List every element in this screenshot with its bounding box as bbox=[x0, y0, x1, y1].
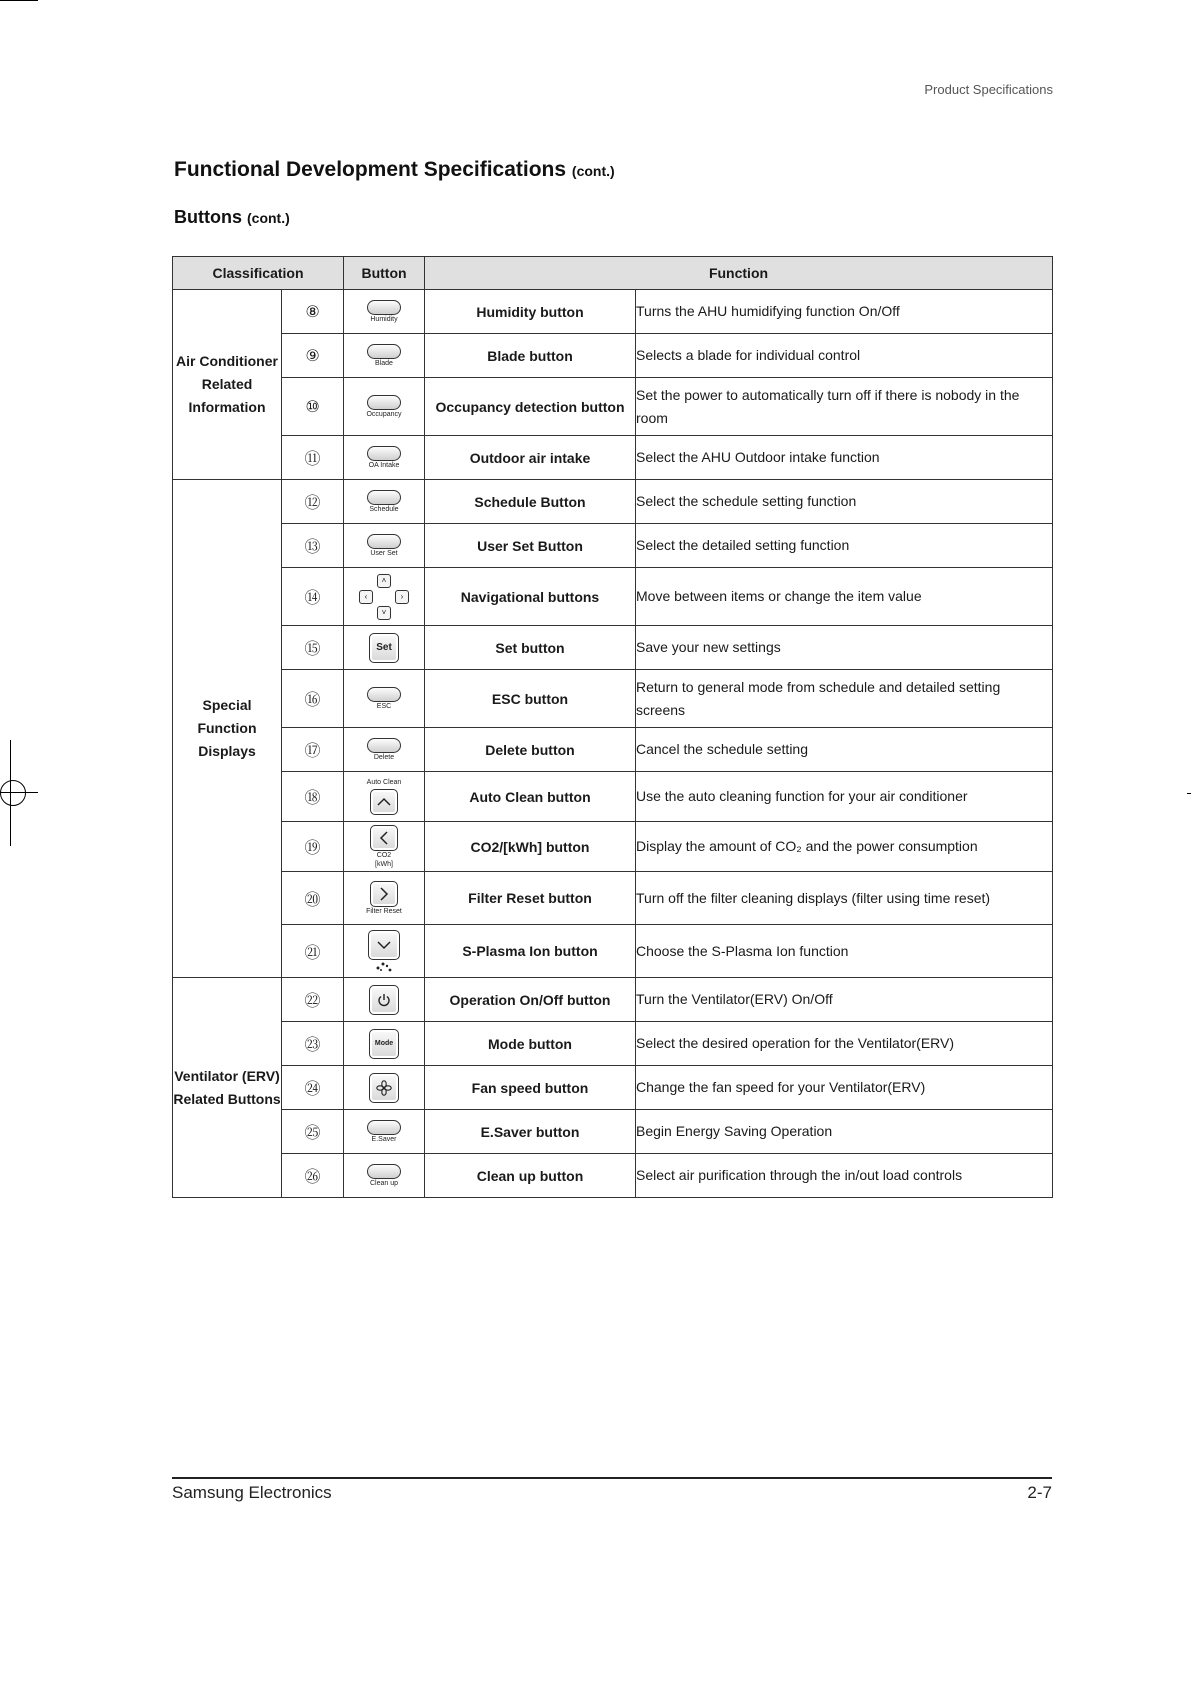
co2-kwh-button-icon: CO2 [kWh] bbox=[344, 822, 425, 872]
filter-reset-button-icon: Filter Reset bbox=[344, 872, 425, 925]
col-header-button: Button bbox=[344, 257, 425, 290]
group-special-function: Special Function Displays bbox=[173, 480, 282, 978]
row-number: ㉖ bbox=[282, 1154, 344, 1198]
table-row bbox=[173, 772, 1053, 822]
button-function: Use the auto cleaning function for your air conditioner bbox=[636, 772, 1053, 822]
registration-mark bbox=[1187, 793, 1191, 794]
table-row bbox=[173, 290, 1053, 334]
button-name: ESC button bbox=[425, 670, 636, 728]
auto-clean-button-icon: Auto Clean bbox=[344, 772, 425, 822]
button-function: Select the schedule setting function bbox=[636, 480, 1053, 524]
s-plasma-ion-button-icon bbox=[344, 925, 425, 978]
footer-divider bbox=[172, 1477, 1052, 1479]
button-function: Selects a blade for individual control bbox=[636, 334, 1053, 378]
subtitle-cont: (cont.) bbox=[247, 210, 290, 226]
button-name: User Set Button bbox=[425, 524, 636, 568]
subtitle-text: Buttons bbox=[174, 207, 242, 227]
button-function: Select the detailed setting function bbox=[636, 524, 1053, 568]
button-name: Schedule Button bbox=[425, 480, 636, 524]
table-row bbox=[173, 436, 1053, 480]
button-name: Blade button bbox=[425, 334, 636, 378]
button-function: Begin Energy Saving Operation bbox=[636, 1110, 1053, 1154]
registration-mark bbox=[0, 780, 26, 806]
crop-mark bbox=[0, 0, 38, 1]
button-name: E.Saver button bbox=[425, 1110, 636, 1154]
table-row bbox=[173, 1154, 1053, 1198]
button-name: Mode button bbox=[425, 1022, 636, 1066]
button-name: Filter Reset button bbox=[425, 872, 636, 925]
row-number: ⑯ bbox=[282, 670, 344, 728]
table-row bbox=[173, 822, 1053, 872]
button-name: Auto Clean button bbox=[425, 772, 636, 822]
row-number: ⑪ bbox=[282, 436, 344, 480]
button-function: Move between items or change the item value bbox=[636, 568, 1053, 626]
page-title bbox=[174, 158, 615, 182]
row-number: ⑰ bbox=[282, 728, 344, 772]
set-button-icon: Set bbox=[344, 626, 425, 670]
nav-down-icon: ˅ bbox=[377, 606, 391, 620]
table-header-row bbox=[173, 257, 1053, 290]
button-name: Delete button bbox=[425, 728, 636, 772]
page-title-cont: (cont.) bbox=[571, 163, 615, 179]
button-name: Occupancy detection button bbox=[425, 378, 636, 436]
fan-speed-button-icon bbox=[344, 1066, 425, 1110]
group-ventilator: Ventilator (ERV) Related Buttons bbox=[173, 978, 282, 1198]
row-number: ㉓ bbox=[282, 1022, 344, 1066]
row-number: ⑨ bbox=[282, 334, 344, 378]
button-function: Change the fan speed for your Ventilator(ERV) bbox=[636, 1066, 1053, 1110]
button-name: Outdoor air intake bbox=[425, 436, 636, 480]
button-function: Return to general mode from schedule and detailed setting screens bbox=[636, 670, 1053, 728]
col-header-classification: Classification bbox=[173, 257, 344, 290]
table-row bbox=[173, 480, 1053, 524]
nav-right-icon: › bbox=[395, 590, 409, 604]
mode-button-icon: Mode bbox=[344, 1022, 425, 1066]
button-function: Turn off the filter cleaning displays (filter using time reset) bbox=[636, 872, 1053, 925]
user-set-button-icon: User Set bbox=[344, 524, 425, 568]
row-number: ㉒ bbox=[282, 978, 344, 1022]
table-row bbox=[173, 872, 1053, 925]
row-number: ㉑ bbox=[282, 925, 344, 978]
footer-company: Samsung Electronics bbox=[172, 1483, 332, 1502]
occupancy-button-icon: Occupancy bbox=[344, 378, 425, 436]
e-saver-button-icon: E.Saver bbox=[344, 1110, 425, 1154]
table-row bbox=[173, 1022, 1053, 1066]
button-function: Turn the Ventilator(ERV) On/Off bbox=[636, 978, 1053, 1022]
button-function: Select air purification through the in/out load controls bbox=[636, 1154, 1053, 1198]
table-row bbox=[173, 524, 1053, 568]
nav-up-icon: ˄ bbox=[377, 574, 391, 588]
button-function: Cancel the schedule setting bbox=[636, 728, 1053, 772]
nav-left-icon: ‹ bbox=[359, 590, 373, 604]
button-function: Set the power to automatically turn off if there is nobody in the room bbox=[636, 378, 1053, 436]
table-row bbox=[173, 334, 1053, 378]
power-button-icon bbox=[344, 978, 425, 1022]
table-row bbox=[173, 1066, 1053, 1110]
button-name: Fan speed button bbox=[425, 1066, 636, 1110]
esc-button-icon: ESC bbox=[344, 670, 425, 728]
button-function: Select the AHU Outdoor intake function bbox=[636, 436, 1053, 480]
button-function: Turns the AHU humidifying function On/Off bbox=[636, 290, 1053, 334]
page-number: 2-7 bbox=[1027, 1483, 1052, 1502]
table-row bbox=[173, 670, 1053, 728]
buttons-spec-table bbox=[172, 256, 1053, 1198]
table-row bbox=[173, 978, 1053, 1022]
section-subtitle bbox=[174, 207, 290, 228]
row-number: ㉕ bbox=[282, 1110, 344, 1154]
row-number: ⑲ bbox=[282, 822, 344, 872]
row-number: ㉔ bbox=[282, 1066, 344, 1110]
button-function: Display the amount of CO₂ and the power consumption bbox=[636, 822, 1053, 872]
button-function: Choose the S-Plasma Ion function bbox=[636, 925, 1053, 978]
humidity-button-icon: Humidity bbox=[344, 290, 425, 334]
blade-button-icon: Blade bbox=[344, 334, 425, 378]
navigation-buttons-icon bbox=[344, 568, 425, 626]
row-number: ⑫ bbox=[282, 480, 344, 524]
schedule-button-icon: Schedule bbox=[344, 480, 425, 524]
col-header-function: Function bbox=[425, 257, 1053, 290]
row-number: ⑭ bbox=[282, 568, 344, 626]
section-header: Product Specifications bbox=[924, 82, 1053, 97]
button-name: CO2/[kWh] button bbox=[425, 822, 636, 872]
row-number: ⑳ bbox=[282, 872, 344, 925]
table-row bbox=[173, 728, 1053, 772]
table-row bbox=[173, 925, 1053, 978]
button-name: Operation On/Off button bbox=[425, 978, 636, 1022]
button-function: Select the desired operation for the Ventilator(ERV) bbox=[636, 1022, 1053, 1066]
button-name: Clean up button bbox=[425, 1154, 636, 1198]
row-number: ⑱ bbox=[282, 772, 344, 822]
row-number: ⑩ bbox=[282, 378, 344, 436]
button-name: Set button bbox=[425, 626, 636, 670]
button-function: Save your new settings bbox=[636, 626, 1053, 670]
row-number: ⑮ bbox=[282, 626, 344, 670]
table-row bbox=[173, 568, 1053, 626]
table-row bbox=[173, 378, 1053, 436]
oa-intake-button-icon: OA Intake bbox=[344, 436, 425, 480]
row-number: ⑧ bbox=[282, 290, 344, 334]
page-title-text: Functional Development Specifications bbox=[174, 158, 567, 181]
button-name: Navigational buttons bbox=[425, 568, 636, 626]
button-name: S-Plasma Ion button bbox=[425, 925, 636, 978]
clean-up-button-icon: Clean up bbox=[344, 1154, 425, 1198]
group-air-conditioner: Air Conditioner Related Information bbox=[173, 290, 282, 480]
button-name: Humidity button bbox=[425, 290, 636, 334]
delete-button-icon: Delete bbox=[344, 728, 425, 772]
table-row bbox=[173, 626, 1053, 670]
table-row bbox=[173, 1110, 1053, 1154]
row-number: ⑬ bbox=[282, 524, 344, 568]
